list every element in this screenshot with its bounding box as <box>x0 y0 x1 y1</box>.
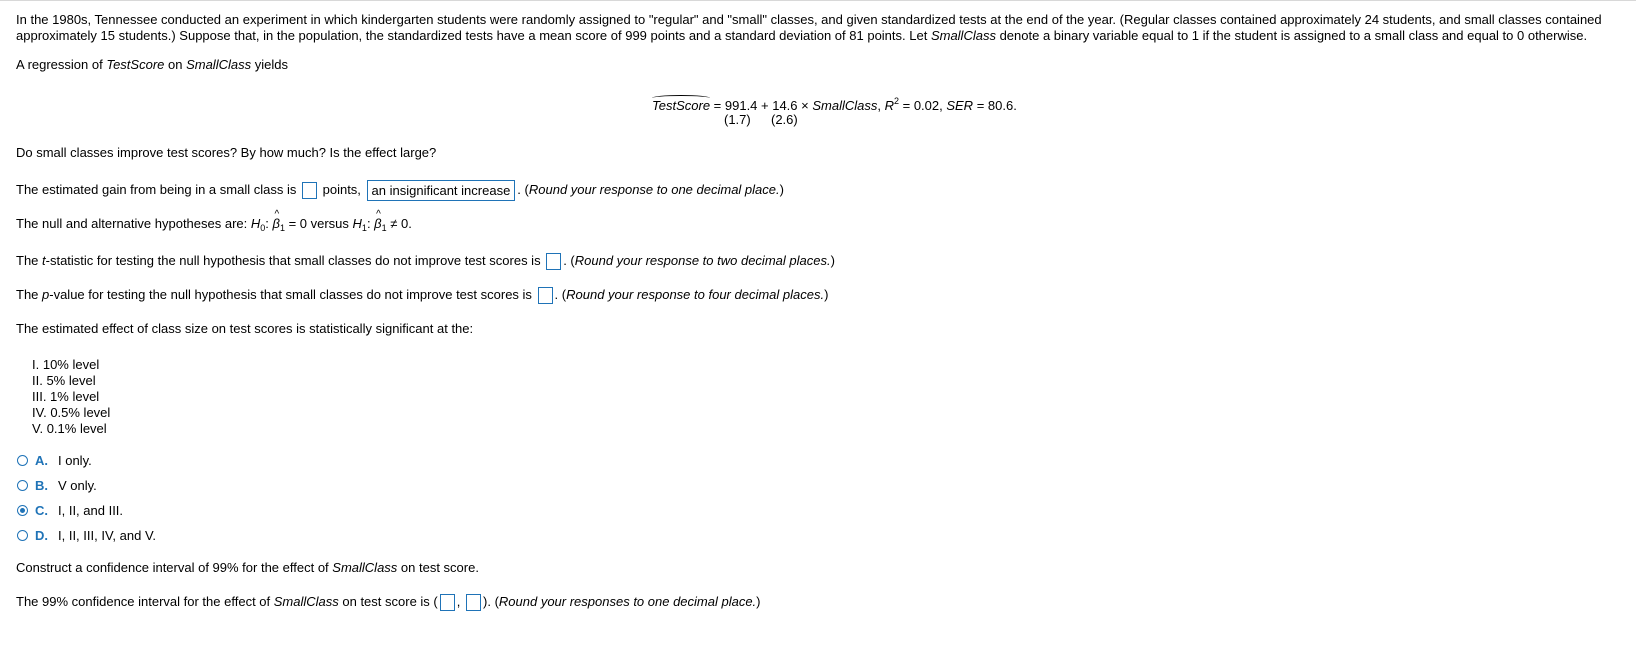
text: points, <box>322 182 361 197</box>
var-smallclass: SmallClass <box>930 28 996 43</box>
intro-text: approximately 15 students.) Suppose that, in the population, the standardized tests have a mean score of 999 points and a standard deviation of 81 points. Let <box>16 28 931 43</box>
var-testscore: TestScore <box>106 57 165 72</box>
text: Construct a confidence interval of 99% for the effect of <box>16 560 333 575</box>
top-divider <box>0 0 1636 1</box>
text: on <box>164 57 187 72</box>
gain-answer-field[interactable] <box>302 182 317 199</box>
tstat-question <box>16 251 835 270</box>
text: , <box>456 594 461 609</box>
r-squared-value: = 0.02, <box>899 98 947 113</box>
option-letter: B. <box>35 477 48 493</box>
superscript: 2 <box>893 96 899 106</box>
text: -statistic for testing the null hypothesis that small classes do not improve test scores is <box>45 253 541 268</box>
text: yields <box>251 57 288 72</box>
text: ) <box>830 253 835 268</box>
pvalue-question <box>16 285 828 304</box>
intro-text: denote a binary variable equal to 1 if the student is assigned to a small class and equal to 0 otherwise. <box>995 28 1588 43</box>
t-symbol: t <box>42 253 46 268</box>
radio-c-selected[interactable] <box>17 505 28 516</box>
option-text: I only. <box>58 452 92 468</box>
predicted-testscore: TestScore <box>652 98 711 113</box>
regression-intro <box>16 57 288 73</box>
var-smallclass: SmallClass <box>273 594 339 609</box>
var-smallclass: SmallClass <box>186 57 252 72</box>
p-symbol: p <box>42 287 50 302</box>
se-slope: (2.6) <box>771 112 798 127</box>
subscript: 1 <box>279 223 285 233</box>
text: The <box>16 287 43 302</box>
equation-text: , <box>877 98 885 113</box>
text: The null and alternative hypotheses are: <box>16 216 251 231</box>
ci-lower-field[interactable] <box>440 594 455 611</box>
beta-hat-symbol: β ^ <box>374 216 381 232</box>
intro-line-1: In the 1980s, Tennessee conducted an experiment in which kindergarten students were randomly assigned to "regular" and "small" classes, and given standardized tests at the end of the year. (Regular classes contained approximately 24 students, and small classes contained <box>16 12 1602 27</box>
text: -value for testing the null hypothesis that small classes do not improve test scores is <box>49 287 532 302</box>
ci-answer-line <box>16 592 761 611</box>
option-text: I, II, III, IV, and V. <box>58 527 157 543</box>
subscript: 1 <box>361 223 367 233</box>
text: A regression of <box>16 57 107 72</box>
text: ) <box>779 182 784 197</box>
option-letter: D. <box>35 527 48 543</box>
subscript: 1 <box>381 223 387 233</box>
text: = 0 versus <box>284 216 353 231</box>
intro-line-2 <box>16 28 1602 44</box>
option-letter: C. <box>35 502 48 518</box>
radio-a[interactable] <box>17 455 28 466</box>
var-smallclass: SmallClass <box>332 560 398 575</box>
tstat-answer-field[interactable] <box>546 253 561 270</box>
hypotheses: The null and alternative hypotheses are: $H_0$: β $\^{}_1 = 0$ versus $H_1$: β $\^{}_1 \ne 0$. <box>16 216 412 236</box>
subscript: 0 <box>260 223 266 233</box>
regression-equation <box>652 93 1017 114</box>
gain-question <box>16 179 784 201</box>
option-text: V only. <box>58 477 97 493</box>
r-squared-symbol: R <box>884 98 894 113</box>
level-item: IV. 0.5% level <box>32 405 111 420</box>
effect-size-select[interactable]: an insignificant increase <box>367 180 516 201</box>
h0-symbol: H <box>250 216 261 231</box>
pvalue-answer-field[interactable] <box>538 287 553 304</box>
text: The <box>16 253 43 268</box>
significance-levels-list <box>32 357 110 437</box>
text: on test score. <box>397 560 479 575</box>
rounding-hint: Round your responses to one decimal place. <box>498 594 757 609</box>
text: ). <box>483 594 491 609</box>
text: ) <box>756 594 761 609</box>
text: The 99% confidence interval for the effect of <box>16 594 274 609</box>
var-smallclass: SmallClass <box>812 98 878 113</box>
option-a[interactable] <box>17 451 92 469</box>
text: ) <box>824 287 829 302</box>
intro-paragraph <box>16 12 1602 44</box>
option-c[interactable] <box>17 501 123 519</box>
significance-question: The estimated effect of class size on test scores is statistically significant at the: <box>16 321 474 336</box>
text: . ( <box>563 253 575 268</box>
beta-hat-symbol: β ^ <box>273 216 280 232</box>
option-d[interactable] <box>17 526 156 544</box>
equation-text: = 991.4 + 14.6 × <box>710 98 813 113</box>
level-item: III. 1% level <box>32 389 100 404</box>
level-item: V. 0.1% level <box>32 421 107 436</box>
text: The estimated gain from being in a small class is <box>16 182 297 197</box>
option-text: I, II, and III. <box>58 502 124 518</box>
ci-question <box>16 560 479 576</box>
rounding-hint: Round your response to one decimal place. <box>528 182 780 197</box>
ci-upper-field[interactable] <box>466 594 481 611</box>
rounding-hint: Round your response to four decimal places. <box>566 287 825 302</box>
level-item: II. 5% level <box>32 373 96 388</box>
text: ≠ 0. <box>386 216 412 231</box>
radio-d[interactable] <box>17 530 28 541</box>
main-question: Do small classes improve test scores? By how much? Is the effect large? <box>16 145 437 160</box>
ser-value: = 80.6. <box>973 98 1017 113</box>
text: ( <box>490 594 499 609</box>
h1-symbol: H <box>352 216 362 231</box>
text: . ( <box>517 182 529 197</box>
option-letter: A. <box>35 452 48 468</box>
se-intercept: (1.7) <box>724 112 751 127</box>
radio-b[interactable] <box>17 480 28 491</box>
level-item: I. 10% level <box>32 357 100 372</box>
ser-symbol: SER <box>946 98 974 113</box>
text: . ( <box>554 287 567 302</box>
rounding-hint: Round your response to two decimal places. <box>574 253 831 268</box>
option-b[interactable] <box>17 476 97 494</box>
text: on test score is ( <box>338 594 438 609</box>
